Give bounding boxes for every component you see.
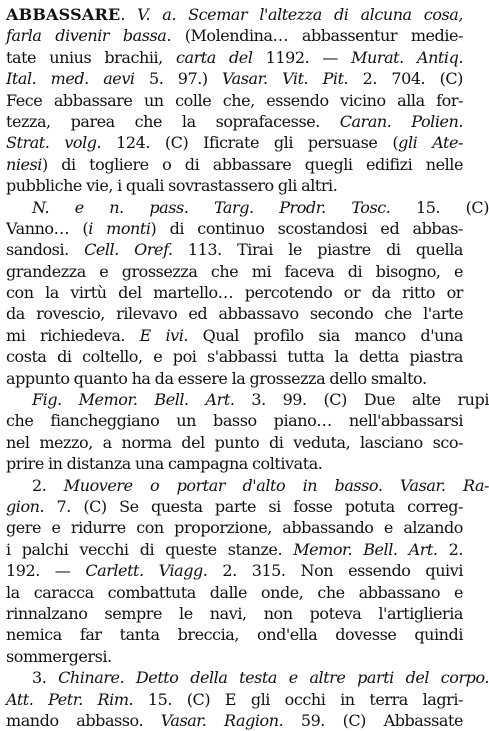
text-line: [6, 710, 463, 731]
italic-run: niesi: [6, 154, 42, 174]
text-line: [6, 582, 463, 603]
italic-run: gion.: [6, 496, 45, 516]
text-line: [6, 475, 489, 496]
text-line: [6, 560, 463, 581]
text-run: Vanno… (: [6, 218, 89, 238]
italic-run: Ital. med. aevi: [6, 69, 135, 89]
text-line: [6, 25, 463, 46]
italic-run: gli Ate-: [398, 133, 463, 153]
italic-run: carta del: [175, 47, 253, 67]
italic-run: Muovere o portar d'alto in basso. Vasar. Ra-: [63, 475, 489, 495]
text-line: [6, 154, 463, 175]
text-run: da rovescio, rilevavo ed abbassavo secondo che l'arte: [6, 304, 463, 324]
italic-run: E ivi.: [139, 325, 189, 345]
italic-run: Murat. Antiq.: [351, 47, 463, 67]
text-run: 2.: [32, 475, 64, 495]
text-run: nel mezzo, a norma del punto di veduta, lasciano sco-: [6, 432, 463, 452]
text-line: [6, 667, 489, 688]
text-line: [6, 346, 463, 367]
text-run: 3.: [32, 668, 59, 688]
italic-run: Memor. Bell. Art.: [293, 539, 438, 559]
text-line: [6, 410, 463, 431]
text-line: [6, 132, 463, 153]
italic-run: Fig. Memor. Bell. Art.: [32, 390, 235, 410]
text-run: .: [120, 5, 138, 24]
text-run: ) di togliere o di abbassare quegli edifizi nelle: [41, 154, 463, 174]
text-line: [6, 624, 463, 645]
text-run: 2. 704. (C): [348, 69, 463, 89]
text-run: 15. (C): [390, 197, 489, 217]
text-run: 7. (C) Se questa parte si fosse potuta correg-: [44, 496, 463, 516]
text-line: [6, 4, 463, 25]
italic-run: V. a. Scemar l'altezza di alcuna cosa,: [137, 5, 463, 24]
text-run: 192. —: [6, 561, 86, 581]
text-run: 124. (C) Ificrate gli persuase (: [101, 133, 399, 153]
text-run: Fece abbassare un colle che, essendo vicino alla for-: [6, 90, 463, 110]
text-run: appunto quanto ha da essere la grossezza dello smalto.: [6, 368, 427, 388]
italic-run: N. e n. pass. Targ. Prodr. Tosc.: [32, 197, 391, 217]
text-run: grandezza e grossezza che mi faceva di bisogno, e: [6, 261, 463, 281]
text-run: che fiancheggiano un basso piano… nell'abbassarsi: [6, 411, 463, 431]
text-line: [6, 368, 463, 389]
text-line: [6, 325, 463, 346]
text-run: 5. 97.): [134, 69, 223, 89]
text-line: [6, 689, 463, 710]
text-line: [6, 175, 463, 196]
text-line: [6, 603, 463, 624]
text-line: [6, 453, 463, 474]
text-run: Qual profilo sia manco d'una: [188, 325, 463, 345]
text-line: [6, 111, 463, 132]
italic-run: Strat. volg.: [6, 133, 102, 153]
text-line: [6, 68, 463, 89]
text-run: mando abbasso.: [6, 710, 161, 730]
text-run: . (Molendina… abbassentur medie-: [166, 26, 463, 46]
text-run: tate unius brachii,: [6, 47, 176, 67]
text-line: [6, 47, 463, 68]
italic-run: Chinare. Detto della testa e altre parti del corpo.: [58, 668, 489, 688]
italic-run: i monti: [88, 218, 151, 238]
text-run: sandosi.: [6, 240, 85, 260]
text-run: 3. 99. (C) Due alte rupi: [234, 390, 489, 410]
text-run: rinnalzano sempre le navi, non poteva l'artiglieria: [6, 603, 463, 623]
text-run: tezza, parea che la soprafacesse.: [6, 111, 340, 131]
text-run: i palchi vecchi di queste stanze.: [6, 539, 294, 559]
text-line: [6, 496, 463, 517]
italic-run: Vasar. Vit. Pit.: [222, 69, 349, 89]
text-line: [6, 239, 463, 260]
italic-run: Cell. Oref.: [84, 240, 173, 260]
text-line: [6, 539, 463, 560]
italic-run: Att. Petr. Rim.: [6, 689, 134, 709]
text-run: ) di continuo scostandosi ed abbas-: [150, 218, 463, 238]
text-run: prire in distanza una campagna coltivata.: [6, 454, 323, 474]
text-run: 59. (C) Abbassate: [283, 710, 463, 730]
text-line: [6, 646, 463, 667]
italic-run: Vasar. Ragion.: [160, 710, 284, 730]
text-line: [6, 303, 463, 324]
dictionary-entry-abbassare: [6, 4, 489, 731]
text-line: [6, 218, 463, 239]
text-line: [6, 90, 463, 111]
text-run: pubbliche vie, i quali sovrastassero gli altri.: [6, 176, 338, 196]
text-run: nemica far tanta breccia, ond'ella dovesse quindi: [6, 625, 463, 645]
text-run: 2.: [437, 539, 463, 559]
text-line: [6, 432, 463, 453]
text-line: [6, 389, 489, 410]
text-run: costa di coltello, e poi s'abbassi tutta la detta piastra: [6, 347, 463, 367]
text-run: sommergersi.: [6, 646, 112, 666]
headword: ABBASSARE: [6, 5, 121, 24]
text-run: mi richiedeva.: [6, 325, 140, 345]
text-run: con la virtù del martello… percotendo or da ritto or: [6, 283, 463, 303]
italic-run: Carlett. Viagg.: [85, 561, 208, 581]
text-line: [6, 261, 463, 282]
text-run: 15. (C) E gli occhi in terra lagri-: [133, 689, 463, 709]
text-run: 1192. —: [252, 47, 352, 67]
text-line: [6, 282, 463, 303]
text-run: gere e ridurre con proporzione, abbassando e alzando: [6, 518, 463, 538]
text-line: [6, 197, 489, 218]
italic-run: Caran. Polien.: [339, 111, 463, 131]
italic-run: farla divenir bassa: [6, 26, 167, 46]
text-line: [6, 517, 463, 538]
text-run: 2. 315. Non essendo quivi: [207, 561, 463, 581]
text-run: la caracca combattuta dalle onde, che abbassano e: [6, 582, 463, 602]
text-run: 113. Tirai le piastre di quella: [172, 240, 463, 260]
